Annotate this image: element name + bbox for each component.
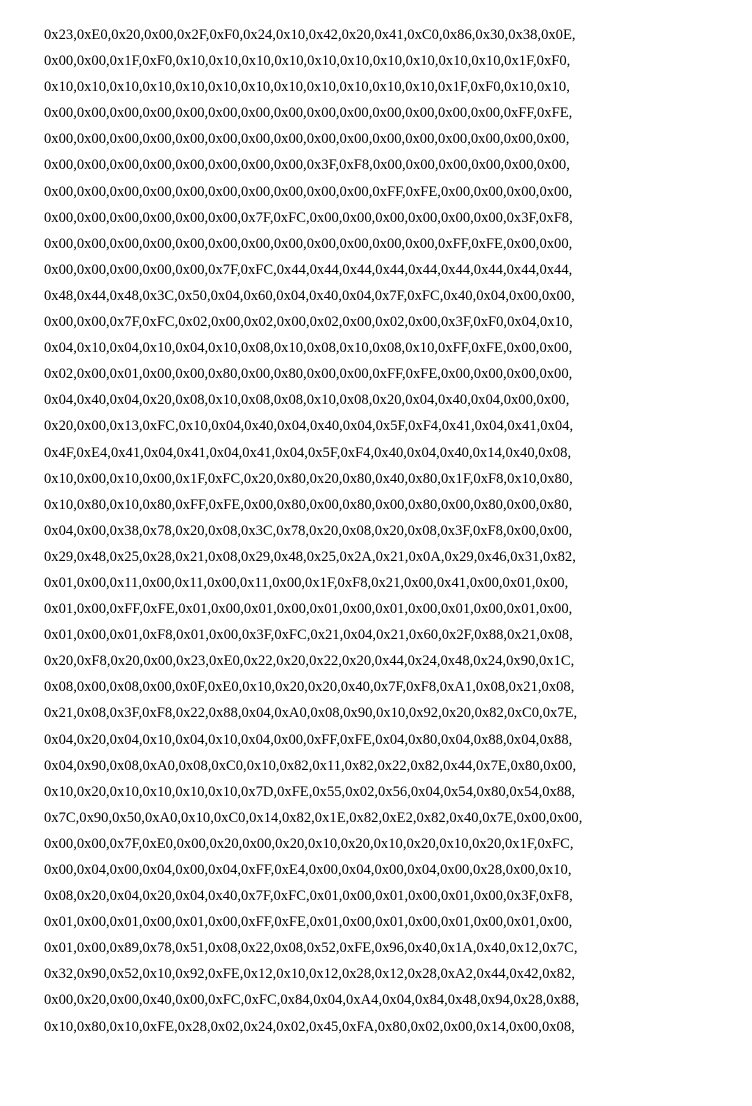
hex-data-line: 0x01,0x00,0x11,0x00,0x11,0x00,0x11,0x00,0x1F,0xF8,0x21,0x00,0x41,0x00,0x01,0x00, bbox=[44, 574, 569, 591]
hex-data-line: 0x00,0x00,0x1F,0xF0,0x10,0x10,0x10,0x10,0x10,0x10,0x10,0x10,0x10,0x10,0x1F,0xF0, bbox=[44, 53, 571, 70]
hex-data-line: 0x00,0x20,0x00,0x40,0x00,0xFC,0xFC,0x84,0x04,0xA4,0x04,0x84,0x48,0x94,0x28,0x88, bbox=[44, 992, 580, 1009]
hex-data-line: 0x10,0x10,0x10,0x10,0x10,0x10,0x10,0x10,0x10,0x10,0x10,0x10,0x1F,0xF0,0x10,0x10, bbox=[44, 79, 570, 96]
hex-data-line: 0x00,0x00,0x00,0x00,0x00,0x00,0x00,0x00,0x00,0x00,0xFF,0xFE,0x00,0x00,0x00,0x00, bbox=[44, 183, 573, 200]
hex-data-line: 0x23,0xE0,0x20,0x00,0x2F,0xF0,0x24,0x10,0x42,0x20,0x41,0xC0,0x86,0x30,0x38,0x0E, bbox=[44, 27, 576, 43]
hex-data-line: 0x01,0x00,0x01,0xF8,0x01,0x00,0x3F,0xFC,0x21,0x04,0x21,0x60,0x2F,0x88,0x21,0x08, bbox=[44, 627, 573, 644]
hex-data-line: 0x02,0x00,0x01,0x00,0x00,0x80,0x00,0x80,0x00,0x00,0xFF,0xFE,0x00,0x00,0x00,0x00, bbox=[44, 366, 573, 383]
hex-data-line: 0x00,0x00,0x00,0x00,0x00,0x00,0x00,0x00,0x00,0x00,0x00,0x00,0xFF,0xFE,0x00,0x00, bbox=[44, 235, 573, 252]
hex-data-line: 0x00,0x00,0x00,0x00,0x00,0x00,0x00,0x00,0x3F,0xF8,0x00,0x00,0x00,0x00,0x00,0x00, bbox=[44, 157, 570, 174]
hex-data-line: 0x20,0x00,0x13,0xFC,0x10,0x04,0x40,0x04,0x40,0x04,0x5F,0xF4,0x41,0x04,0x41,0x04, bbox=[44, 418, 574, 435]
hex-data-line: 0x00,0x00,0x00,0x00,0x00,0x7F,0xFC,0x44,0x44,0x44,0x44,0x44,0x44,0x44,0x44,0x44, bbox=[44, 261, 573, 278]
hex-data-line: 0x08,0x20,0x04,0x20,0x04,0x40,0x7F,0xFC,0x01,0x00,0x01,0x00,0x01,0x00,0x3F,0xF8, bbox=[44, 888, 573, 905]
hex-data-line: 0x00,0x04,0x00,0x04,0x00,0x04,0xFF,0xE4,0x00,0x04,0x00,0x04,0x00,0x28,0x00,0x10, bbox=[44, 862, 572, 878]
hex-data-line: 0x00,0x00,0x7F,0xE0,0x00,0x20,0x00,0x20,0x10,0x20,0x10,0x20,0x10,0x20,0x1F,0xFC, bbox=[44, 835, 574, 852]
hex-data-line: 0x00,0x00,0x00,0x00,0x00,0x00,0x7F,0xFC,0x00,0x00,0x00,0x00,0x00,0x00,0x3F,0xF8, bbox=[44, 209, 573, 226]
hex-data-line: 0x08,0x00,0x08,0x00,0x0F,0xE0,0x10,0x20,0x20,0x40,0x7F,0xF8,0xA1,0x08,0x21,0x08, bbox=[44, 679, 575, 696]
hex-data-line: 0x10,0x20,0x10,0x10,0x10,0x10,0x7D,0xFE,0x55,0x02,0x56,0x04,0x54,0x80,0x54,0x88, bbox=[44, 783, 576, 800]
hex-data-line: 0x01,0x00,0xFF,0xFE,0x01,0x00,0x01,0x00,0x01,0x00,0x01,0x00,0x01,0x00,0x01,0x00, bbox=[44, 601, 573, 618]
hex-data-line: 0x01,0x00,0x89,0x78,0x51,0x08,0x22,0x08,0x52,0xFE,0x96,0x40,0x1A,0x40,0x12,0x7C, bbox=[44, 940, 578, 957]
hex-data-line: 0x29,0x48,0x25,0x28,0x21,0x08,0x29,0x48,0x25,0x2A,0x21,0x0A,0x29,0x46,0x31,0x82, bbox=[44, 548, 576, 565]
hex-data-line: 0x04,0x10,0x04,0x10,0x04,0x10,0x08,0x10,0x08,0x10,0x08,0x10,0xFF,0xFE,0x00,0x00, bbox=[44, 340, 573, 357]
hex-data-line: 0x04,0x20,0x04,0x10,0x04,0x10,0x04,0x00,0xFF,0xFE,0x04,0x80,0x04,0x88,0x04,0x88, bbox=[44, 731, 573, 748]
hex-data-line: 0x7C,0x90,0x50,0xA0,0x10,0xC0,0x14,0x82,0x1E,0x82,0xE2,0x82,0x40,0x7E,0x00,0x00, bbox=[44, 809, 583, 826]
hex-data-line: 0x04,0x00,0x38,0x78,0x20,0x08,0x3C,0x78,0x20,0x08,0x20,0x08,0x3F,0xF8,0x00,0x00, bbox=[44, 522, 573, 539]
hex-data-line: 0x01,0x00,0x01,0x00,0x01,0x00,0xFF,0xFE,0x01,0x00,0x01,0x00,0x01,0x00,0x01,0x00, bbox=[44, 914, 573, 931]
hex-data-line: 0x10,0x00,0x10,0x00,0x1F,0xFC,0x20,0x80,0x20,0x80,0x40,0x80,0x1F,0xF8,0x10,0x80, bbox=[44, 470, 573, 487]
hex-data-line: 0x00,0x00,0x00,0x00,0x00,0x00,0x00,0x00,0x00,0x00,0x00,0x00,0x00,0x00,0x00,0x00, bbox=[44, 131, 570, 148]
hex-data-line: 0x00,0x00,0x7F,0xFC,0x02,0x00,0x02,0x00,0x02,0x00,0x02,0x00,0x3F,0xF0,0x04,0x10, bbox=[44, 314, 573, 331]
hex-data-line: 0x04,0x90,0x08,0xA0,0x08,0xC0,0x10,0x82,0x11,0x82,0x22,0x82,0x44,0x7E,0x80,0x00, bbox=[44, 757, 577, 774]
hex-data-line: 0x00,0x00,0x00,0x00,0x00,0x00,0x00,0x00,0x00,0x00,0x00,0x00,0x00,0x00,0xFF,0xFE, bbox=[44, 105, 573, 122]
hex-data-line: 0x21,0x08,0x3F,0xF8,0x22,0x88,0x04,0xA0,0x08,0x90,0x10,0x92,0x20,0x82,0xC0,0x7E, bbox=[44, 705, 578, 722]
hex-data-line: 0x10,0x80,0x10,0xFE,0x28,0x02,0x24,0x02,0x45,0xFA,0x80,0x02,0x00,0x14,0x00,0x08, bbox=[44, 1018, 575, 1035]
hex-data-line: 0x48,0x44,0x48,0x3C,0x50,0x04,0x60,0x04,0x40,0x04,0x7F,0xFC,0x40,0x04,0x00,0x00, bbox=[44, 287, 575, 304]
hex-data-line: 0x10,0x80,0x10,0x80,0xFF,0xFE,0x00,0x80,0x00,0x80,0x00,0x80,0x00,0x80,0x00,0x80, bbox=[44, 496, 573, 513]
hex-data-line: 0x4F,0xE4,0x41,0x04,0x41,0x04,0x41,0x04,0x5F,0xF4,0x40,0x04,0x40,0x14,0x40,0x08, bbox=[44, 444, 572, 461]
hex-data-line: 0x04,0x40,0x04,0x20,0x08,0x10,0x08,0x08,0x10,0x08,0x20,0x04,0x40,0x04,0x00,0x00, bbox=[44, 392, 570, 409]
hex-data-line: 0x20,0xF8,0x20,0x00,0x23,0xE0,0x22,0x20,0x22,0x20,0x44,0x24,0x48,0x24,0x90,0x1C, bbox=[44, 653, 575, 670]
hex-data-line: 0x32,0x90,0x52,0x10,0x92,0xFE,0x12,0x10,0x12,0x28,0x12,0x28,0xA2,0x44,0x42,0x82, bbox=[44, 966, 576, 983]
